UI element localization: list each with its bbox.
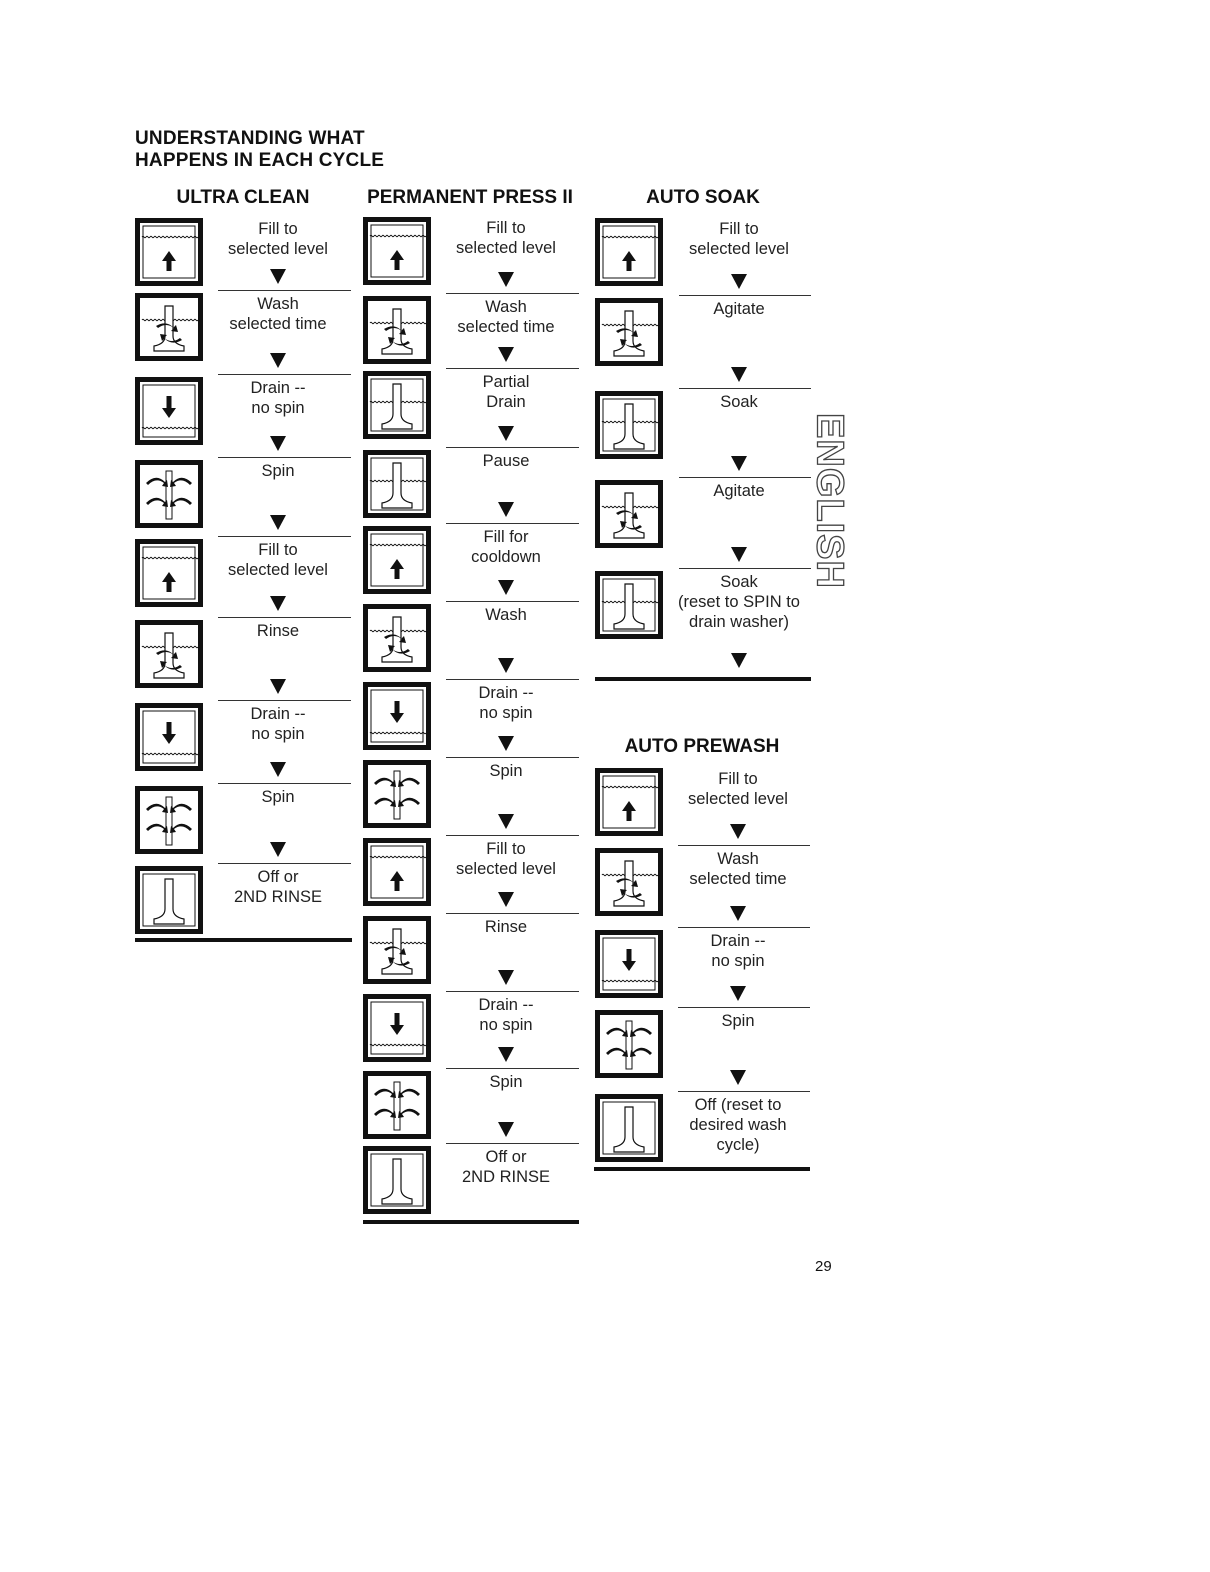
step-label-line: Spin: [261, 788, 295, 806]
step-label-line: Fill for: [483, 528, 529, 546]
step-label: [198, 867, 358, 907]
step-label-line: selected time: [457, 318, 555, 336]
step-label: [426, 1147, 586, 1187]
step-label-line: Off (reset to: [694, 1096, 782, 1114]
step-label-line: Off or: [485, 1148, 527, 1166]
step-label: [659, 572, 819, 632]
step-label-line: Fill to: [258, 541, 298, 559]
step-label: [426, 297, 586, 337]
step-divider: [218, 290, 351, 291]
step-label-line: Spin: [489, 1073, 523, 1091]
next-step-arrow-icon: [270, 842, 286, 857]
step-divider: [446, 835, 579, 836]
step-label-line: Drain --: [478, 684, 534, 702]
step-label-line: Wash: [257, 295, 299, 313]
next-step-arrow-icon: [498, 1122, 514, 1137]
wash-icon: [595, 480, 663, 548]
pause-icon: [595, 571, 663, 639]
next-step-arrow-icon: [498, 658, 514, 673]
step-divider: [446, 1068, 579, 1069]
heading-line-2: HAPPENS IN EACH CYCLE: [135, 150, 385, 171]
step-divider: [678, 845, 810, 846]
spin-icon: [363, 760, 431, 828]
step-label: [426, 761, 586, 781]
english-side-tab: [808, 412, 851, 590]
cycle-end-bar: [595, 677, 811, 681]
step-label: [658, 931, 818, 971]
step-label-line: Spin: [721, 1012, 755, 1030]
step-label-line: Drain --: [250, 379, 306, 397]
step-label-line: selected level: [456, 239, 556, 257]
step-label-line: selected level: [228, 561, 328, 579]
step-label: [426, 372, 586, 412]
step-divider: [218, 617, 351, 618]
drain-icon: [363, 994, 431, 1062]
spin-icon: [363, 1071, 431, 1139]
step-label-line: selected time: [689, 870, 787, 888]
step-label: [426, 451, 586, 471]
step-label-line: Agitate: [713, 300, 765, 318]
fill-icon: [363, 526, 431, 594]
step-label-line: 2ND RINSE: [461, 1168, 551, 1186]
next-step-arrow-icon: [270, 353, 286, 368]
next-step-arrow-icon: [498, 580, 514, 595]
step-divider: [446, 991, 579, 992]
step-label-line: no spin: [479, 704, 533, 722]
step-label-line: Fill to: [486, 840, 526, 858]
pause-icon: [363, 450, 431, 518]
step-divider: [446, 1143, 579, 1144]
step-label-line: Drain: [486, 393, 526, 411]
step-label-line: selected time: [229, 315, 327, 333]
step-label-line: Soak: [720, 393, 758, 411]
step-label: [198, 704, 358, 744]
next-step-arrow-icon: [731, 653, 747, 668]
cycle-title: PERMANENT PRESS II: [367, 187, 573, 208]
step-label: [426, 1072, 586, 1092]
step-label-line: Drain --: [710, 932, 766, 950]
step-label-line: Off or: [257, 868, 299, 886]
step-label-line: Wash: [485, 606, 527, 624]
next-step-arrow-icon: [731, 547, 747, 562]
step-label-line: Drain --: [250, 705, 306, 723]
wash-icon: [363, 916, 431, 984]
step-divider: [678, 927, 810, 928]
step-label-line: no spin: [251, 399, 305, 417]
step-label: [198, 461, 358, 481]
step-divider: [446, 757, 579, 758]
step-label: [426, 218, 586, 258]
step-divider: [679, 568, 811, 569]
step-label: [426, 683, 586, 723]
spin-icon: [595, 1010, 663, 1078]
next-step-arrow-icon: [730, 824, 746, 839]
step-divider: [678, 1091, 810, 1092]
step-label-line: Spin: [261, 462, 295, 480]
step-label-line: Partial: [482, 373, 530, 391]
step-label-line: Fill to: [258, 220, 298, 238]
step-divider: [218, 863, 351, 864]
step-label-line: cooldown: [471, 548, 541, 566]
step-label-line: Drain --: [478, 996, 534, 1014]
step-label-line: Wash: [717, 850, 759, 868]
next-step-arrow-icon: [270, 515, 286, 530]
step-divider: [446, 523, 579, 524]
step-divider: [218, 783, 351, 784]
step-divider: [446, 447, 579, 448]
off-icon: [363, 1146, 431, 1214]
drain-icon: [135, 377, 203, 445]
off-icon: [135, 866, 203, 934]
step-label-line: Fill to: [719, 220, 759, 238]
next-step-arrow-icon: [730, 986, 746, 1001]
next-step-arrow-icon: [270, 762, 286, 777]
step-label-line: Soak: [720, 573, 758, 591]
step-label: [198, 219, 358, 259]
step-label: [426, 995, 586, 1035]
drain-icon: [595, 930, 663, 998]
step-label-line: Spin: [489, 762, 523, 780]
pause-icon: [595, 391, 663, 459]
next-step-arrow-icon: [498, 970, 514, 985]
step-label-line: Pause: [482, 452, 530, 470]
next-step-arrow-icon: [270, 596, 286, 611]
step-label: [658, 849, 818, 889]
cycle-title: AUTO SOAK: [646, 187, 760, 208]
step-label-line: no spin: [479, 1016, 533, 1034]
page-heading: [135, 128, 384, 172]
step-divider: [446, 293, 579, 294]
step-label-line: cycle): [716, 1136, 760, 1154]
step-label: [658, 769, 818, 809]
step-label-line: no spin: [711, 952, 765, 970]
next-step-arrow-icon: [498, 347, 514, 362]
fill-icon: [595, 218, 663, 286]
wash-icon: [363, 604, 431, 672]
next-step-arrow-icon: [730, 1070, 746, 1085]
next-step-arrow-icon: [731, 274, 747, 289]
drain-icon: [363, 682, 431, 750]
step-divider: [218, 536, 351, 537]
step-divider: [678, 1007, 810, 1008]
cycle-title: ULTRA CLEAN: [176, 187, 310, 208]
next-step-arrow-icon: [270, 269, 286, 284]
step-label: [198, 294, 358, 334]
off-icon: [595, 1094, 663, 1162]
cycle-end-bar: [594, 1167, 810, 1171]
step-label: [658, 1095, 818, 1155]
step-label: [658, 1011, 818, 1031]
next-step-arrow-icon: [498, 1047, 514, 1062]
wash-icon: [135, 293, 203, 361]
next-step-arrow-icon: [730, 906, 746, 921]
step-label: [659, 392, 819, 412]
step-divider: [218, 374, 351, 375]
step-label: [426, 839, 586, 879]
step-label: [198, 621, 358, 641]
page-number: 29: [815, 1258, 832, 1275]
step-label-line: no spin: [251, 725, 305, 743]
step-divider: [679, 477, 811, 478]
step-label: [426, 527, 586, 567]
step-divider: [446, 913, 579, 914]
wash-icon: [595, 298, 663, 366]
side-tab-label: ENGLISH: [808, 413, 851, 589]
next-step-arrow-icon: [270, 436, 286, 451]
step-label: [426, 917, 586, 937]
step-label: [659, 299, 819, 319]
fill-icon: [135, 539, 203, 607]
fill-icon: [363, 838, 431, 906]
pause-icon: [363, 371, 431, 439]
step-label-line: Wash: [485, 298, 527, 316]
step-label: [198, 540, 358, 580]
step-label-line: (reset to SPIN to: [678, 593, 800, 611]
step-divider: [446, 679, 579, 680]
step-label-line: Fill to: [718, 770, 758, 788]
fill-icon: [363, 217, 431, 285]
step-label: [198, 378, 358, 418]
wash-icon: [135, 620, 203, 688]
step-label-line: Rinse: [256, 622, 300, 640]
drain-icon: [135, 703, 203, 771]
step-divider: [218, 700, 351, 701]
step-label: [659, 481, 819, 501]
cycle-end-bar: [135, 938, 352, 942]
wash-icon: [595, 848, 663, 916]
step-label: [198, 787, 358, 807]
next-step-arrow-icon: [731, 367, 747, 382]
next-step-arrow-icon: [498, 426, 514, 441]
step-divider: [679, 295, 811, 296]
fill-icon: [135, 218, 203, 286]
step-label-line: Rinse: [484, 918, 528, 936]
next-step-arrow-icon: [498, 736, 514, 751]
wash-icon: [363, 296, 431, 364]
next-step-arrow-icon: [498, 892, 514, 907]
step-label-line: 2ND RINSE: [233, 888, 323, 906]
step-label: [426, 605, 586, 625]
step-divider: [218, 457, 351, 458]
spin-icon: [135, 786, 203, 854]
step-label: [659, 219, 819, 259]
step-label-line: selected level: [688, 790, 788, 808]
step-label-line: desired wash: [689, 1116, 787, 1134]
step-divider: [679, 388, 811, 389]
step-label-line: selected level: [456, 860, 556, 878]
next-step-arrow-icon: [270, 679, 286, 694]
next-step-arrow-icon: [498, 814, 514, 829]
cycle-end-bar: [363, 1220, 579, 1224]
next-step-arrow-icon: [498, 502, 514, 517]
next-step-arrow-icon: [731, 456, 747, 471]
step-label-line: drain washer): [689, 613, 789, 631]
fill-icon: [595, 768, 663, 836]
next-step-arrow-icon: [498, 272, 514, 287]
spin-icon: [135, 460, 203, 528]
step-label-line: Agitate: [713, 482, 765, 500]
step-label-line: selected level: [228, 240, 328, 258]
step-divider: [446, 368, 579, 369]
step-divider: [446, 601, 579, 602]
heading-line-1: UNDERSTANDING WHAT: [135, 128, 365, 149]
step-label-line: selected level: [689, 240, 789, 258]
cycle-title: AUTO PREWASH: [624, 736, 780, 757]
step-label-line: Fill to: [486, 219, 526, 237]
